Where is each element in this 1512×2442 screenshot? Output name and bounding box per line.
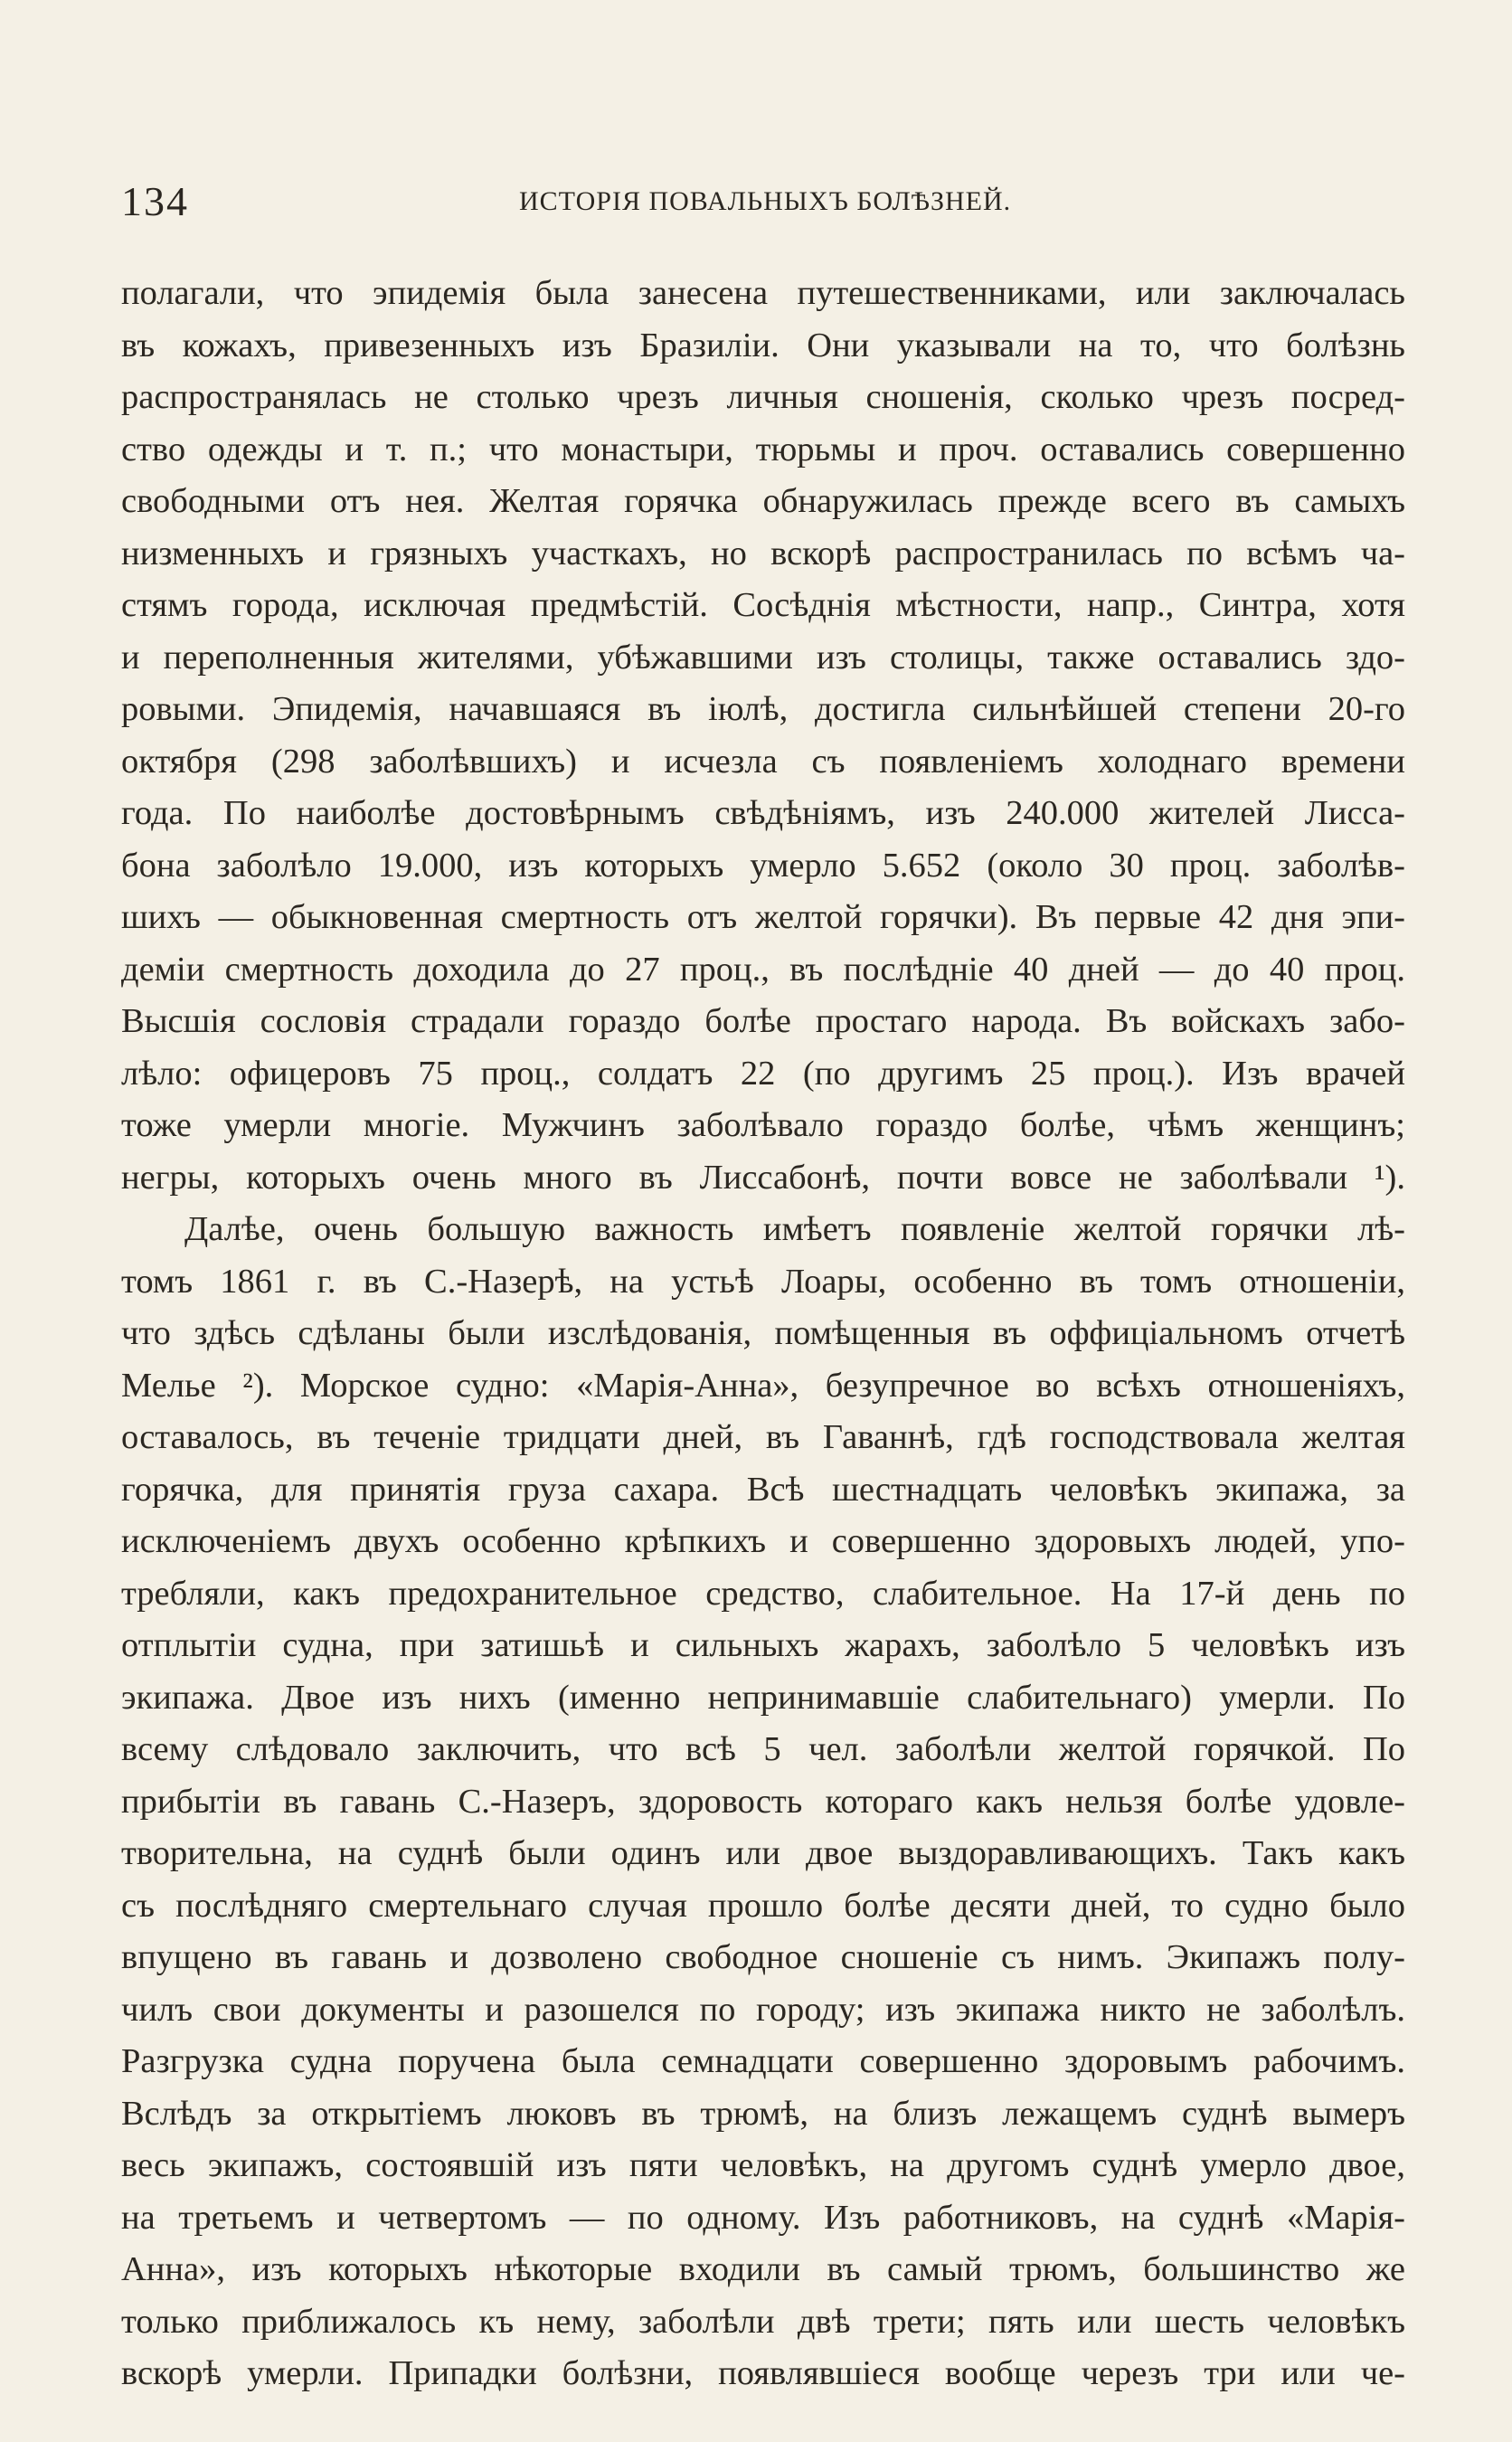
- text-line: на третьемъ и четвертомъ — по одному. Изъ работниковъ, на суднѣ «Марія-: [121, 2198, 1405, 2237]
- text-line: деміи смертность доходила до 27 проц., въ послѣдніе 40 дней — до 40 проц.: [121, 950, 1405, 989]
- text-line: Разгрузка судна поручена была семнадцати совершенно здоровымъ рабочимъ.: [121, 2042, 1405, 2080]
- paragraph-first-line: Далѣе, очень большую важность имѣетъ появленіе желтой горячки лѣ-: [184, 1210, 1405, 1248]
- text-line: съ послѣдняго смертельнаго случая прошло болѣе десяти дней, то судно было: [121, 1886, 1405, 1925]
- running-title: ИСТОРІЯ ПОВАЛЬНЫХЪ БОЛѢЗНЕЙ.: [519, 186, 1012, 216]
- text-line: всему слѣдовало заключить, что всѣ 5 чел. заболѣли желтой горячкой. По: [121, 1730, 1405, 1768]
- text-line: въ кожахъ, привезенныхъ изъ Бразиліи. Они указывали на то, что болѣзнь: [121, 326, 1405, 364]
- text-line: ство одежды и т. п.; что монастыри, тюрьмы и проч. оставались совершенно: [121, 430, 1405, 469]
- body-text: [121, 268, 1405, 2400]
- text-line: полагали, что эпидемія была занесена путешественниками, или заключалась: [121, 274, 1405, 312]
- text-line: исключеніемъ двухъ особенно крѣпкихъ и совершенно здоровыхъ людей, упо-: [121, 1522, 1405, 1560]
- text-line: только приближалось къ нему, заболѣли двѣ трети; пять или шесть человѣкъ: [121, 2302, 1405, 2341]
- text-line: вскорѣ умерли. Припадки болѣзни, появлявшіеся вообще черезъ три или че-: [121, 2354, 1405, 2392]
- text-line: томъ 1861 г. въ С.-Назерѣ, на устьѣ Лоары, особенно въ томъ отношеніи,: [121, 1262, 1405, 1301]
- page-number: 134: [121, 178, 189, 224]
- text-line: октября (298 заболѣвшихъ) и исчезла съ появленіемъ холоднаго времени: [121, 742, 1405, 781]
- text-line: свободными отъ нея. Желтая горячка обнаружилась прежде всего въ самыхъ: [121, 482, 1405, 520]
- text-line: ровыми. Эпидемія, начавшаяся въ іюлѣ, достигла сильнѣйшей степени 20-го: [121, 690, 1405, 728]
- text-line: стямъ города, исключая предмѣстій. Сосѣднія мѣстности, напр., Синтра, хотя: [121, 586, 1405, 624]
- text-line: весь экипажъ, состоявшій изъ пяти человѣкъ, на другомъ суднѣ умерло двое,: [121, 2146, 1405, 2184]
- text-line: горячка, для принятія груза сахара. Всѣ шестнадцать человѣкъ экипажа, за: [121, 1470, 1405, 1509]
- text-line: что здѣсь сдѣланы были изслѣдованія, помѣщенныя въ оффиціальномъ отчетѣ: [121, 1314, 1405, 1352]
- text-line: Анна», изъ которыхъ нѣкоторые входили въ самый трюмъ, большинство же: [121, 2250, 1405, 2288]
- text-line: прибытіи въ гавань С.-Назеръ, здоровость котораго какъ нельзя болѣе удовле-: [121, 1782, 1405, 1821]
- text-line: Мелье ²). Морское судно: «Марія-Анна», безупречное во всѣхъ отношеніяхъ,: [121, 1366, 1405, 1405]
- text-line: впущено въ гавань и дозволено свободное сношеніе съ нимъ. Экипажъ полу-: [121, 1938, 1405, 1976]
- text-line: творительна, на суднѣ были одинъ или двое выздоравливающихъ. Такъ какъ: [121, 1834, 1405, 1872]
- text-line: шихъ — обыкновенная смертность отъ желтой горячки). Въ первые 42 дня эпи-: [121, 898, 1405, 936]
- text-line: требляли, какъ предохранительное средство, слабительное. На 17-й день по: [121, 1574, 1405, 1613]
- text-line: тоже умерли многіе. Мужчинъ заболѣвало гораздо болѣе, чѣмъ женщинъ;: [121, 1106, 1405, 1144]
- text-line: негры, которыхъ очень много въ Лиссабонѣ, почти вовсе не заболѣвали ¹).: [121, 1158, 1405, 1197]
- text-line: распространялась не столько чрезъ личныя сношенія, сколько чрезъ посред-: [121, 378, 1405, 416]
- text-line: оставалось, въ теченіе тридцати дней, въ Гаваннѣ, гдѣ господствовала желтая: [121, 1418, 1405, 1456]
- text-line: и переполненныя жителями, убѣжавшими изъ столицы, также оставались здо-: [121, 638, 1405, 677]
- text-line: Вслѣдъ за открытіемъ люковъ въ трюмѣ, на близъ лежащемъ суднѣ вымеръ: [121, 2094, 1405, 2133]
- text-line: отплытіи судна, при затишьѣ и сильныхъ жарахъ, заболѣло 5 человѣкъ изъ: [121, 1626, 1405, 1664]
- text-line: лѣло: офицеровъ 75 проц., солдатъ 22 (по другимъ 25 проц.). Изъ врачей: [121, 1054, 1405, 1093]
- text-line: низменныхъ и грязныхъ участкахъ, но вскорѣ распространилась по всѣмъ ча-: [121, 534, 1405, 573]
- text-line: Высшія сословія страдали гораздо болѣе простаго народа. Въ войскахъ забо-: [121, 1002, 1405, 1040]
- text-line: экипажа. Двое изъ нихъ (именно непринимавшіе слабительнаго) умерли. По: [121, 1678, 1405, 1717]
- text-line: года. По наиболѣе достовѣрнымъ свѣдѣніямъ, изъ 240.000 жителей Лисса-: [121, 794, 1405, 832]
- text-line: чилъ свои документы и разошелся по городу; изъ экипажа никто не заболѣлъ.: [121, 1990, 1405, 2029]
- text-line: бона заболѣло 19.000, изъ которыхъ умерло 5.652 (около 30 проц. заболѣв-: [121, 846, 1405, 885]
- page-header: [121, 177, 1405, 241]
